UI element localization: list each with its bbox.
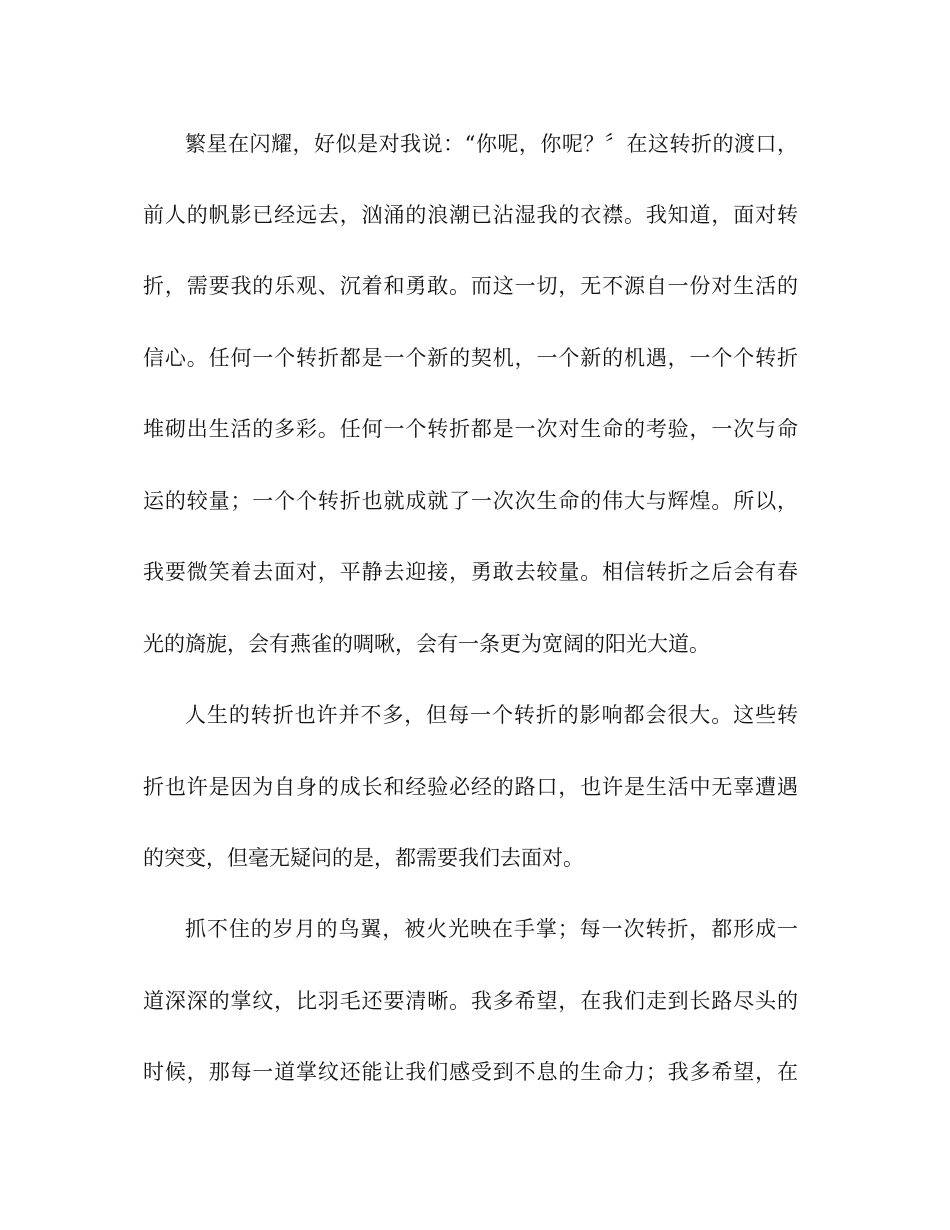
paragraph-1-line-3: 折，需要我的乐观、沉着和勇敢。而这一切，无不源自一份对生活的 xyxy=(143,274,798,298)
paragraph-1-line-2: 前人的帆影已经远去，汹涌的浪潮已沾湿我的衣襟。我知道，面对转 xyxy=(143,203,798,227)
paragraph-2-line-3: 的突变，但毫无疑问的是，都需要我们去面对。 xyxy=(143,846,584,870)
paragraph-2-line-2: 折也许是因为自身的成长和经验必经的路口，也许是生活中无辜遭遇 xyxy=(143,775,798,799)
paragraph-1-line-4: 信心。任何一个转折都是一个新的契机，一个新的机遇，一个个转折 xyxy=(143,346,798,370)
paragraph-1-line-7: 我要微笑着去面对，平静去迎接，勇敢去较量。相信转折之后会有春 xyxy=(143,560,798,584)
paragraph-1-line-5: 堆砌出生活的多彩。任何一个转折都是一次对生命的考验，一次与命 xyxy=(143,417,798,441)
paragraph-1-line-8: 光的旖旎，会有燕雀的啁啾，会有一条更为宽阔的阳光大道。 xyxy=(143,632,710,656)
paragraph-3-line-2: 道深深的掌纹，比羽毛还要清晰。我多希望，在我们走到长路尽头的 xyxy=(143,989,798,1013)
paragraph-1-line-6: 运的较量；一个个转折也就成就了一次次生命的伟大与辉煌。所以， xyxy=(143,489,798,513)
paragraph-3-line-3: 时候，那每一道掌纹还能让我们感受到不息的生命力；我多希望，在 xyxy=(143,1060,798,1084)
paragraph-1-line-1: 繁星在闪耀，好似是对我说：“你呢，你呢？〞在这转折的渡口， xyxy=(185,132,798,156)
paragraph-2-line-1: 人生的转折也许并不多，但每一个转折的影响都会很大。这些转 xyxy=(185,703,798,727)
paragraph-3-line-1: 抓不住的岁月的鸟翼，被火光映在手掌；每一次转折，都形成一 xyxy=(185,917,798,941)
